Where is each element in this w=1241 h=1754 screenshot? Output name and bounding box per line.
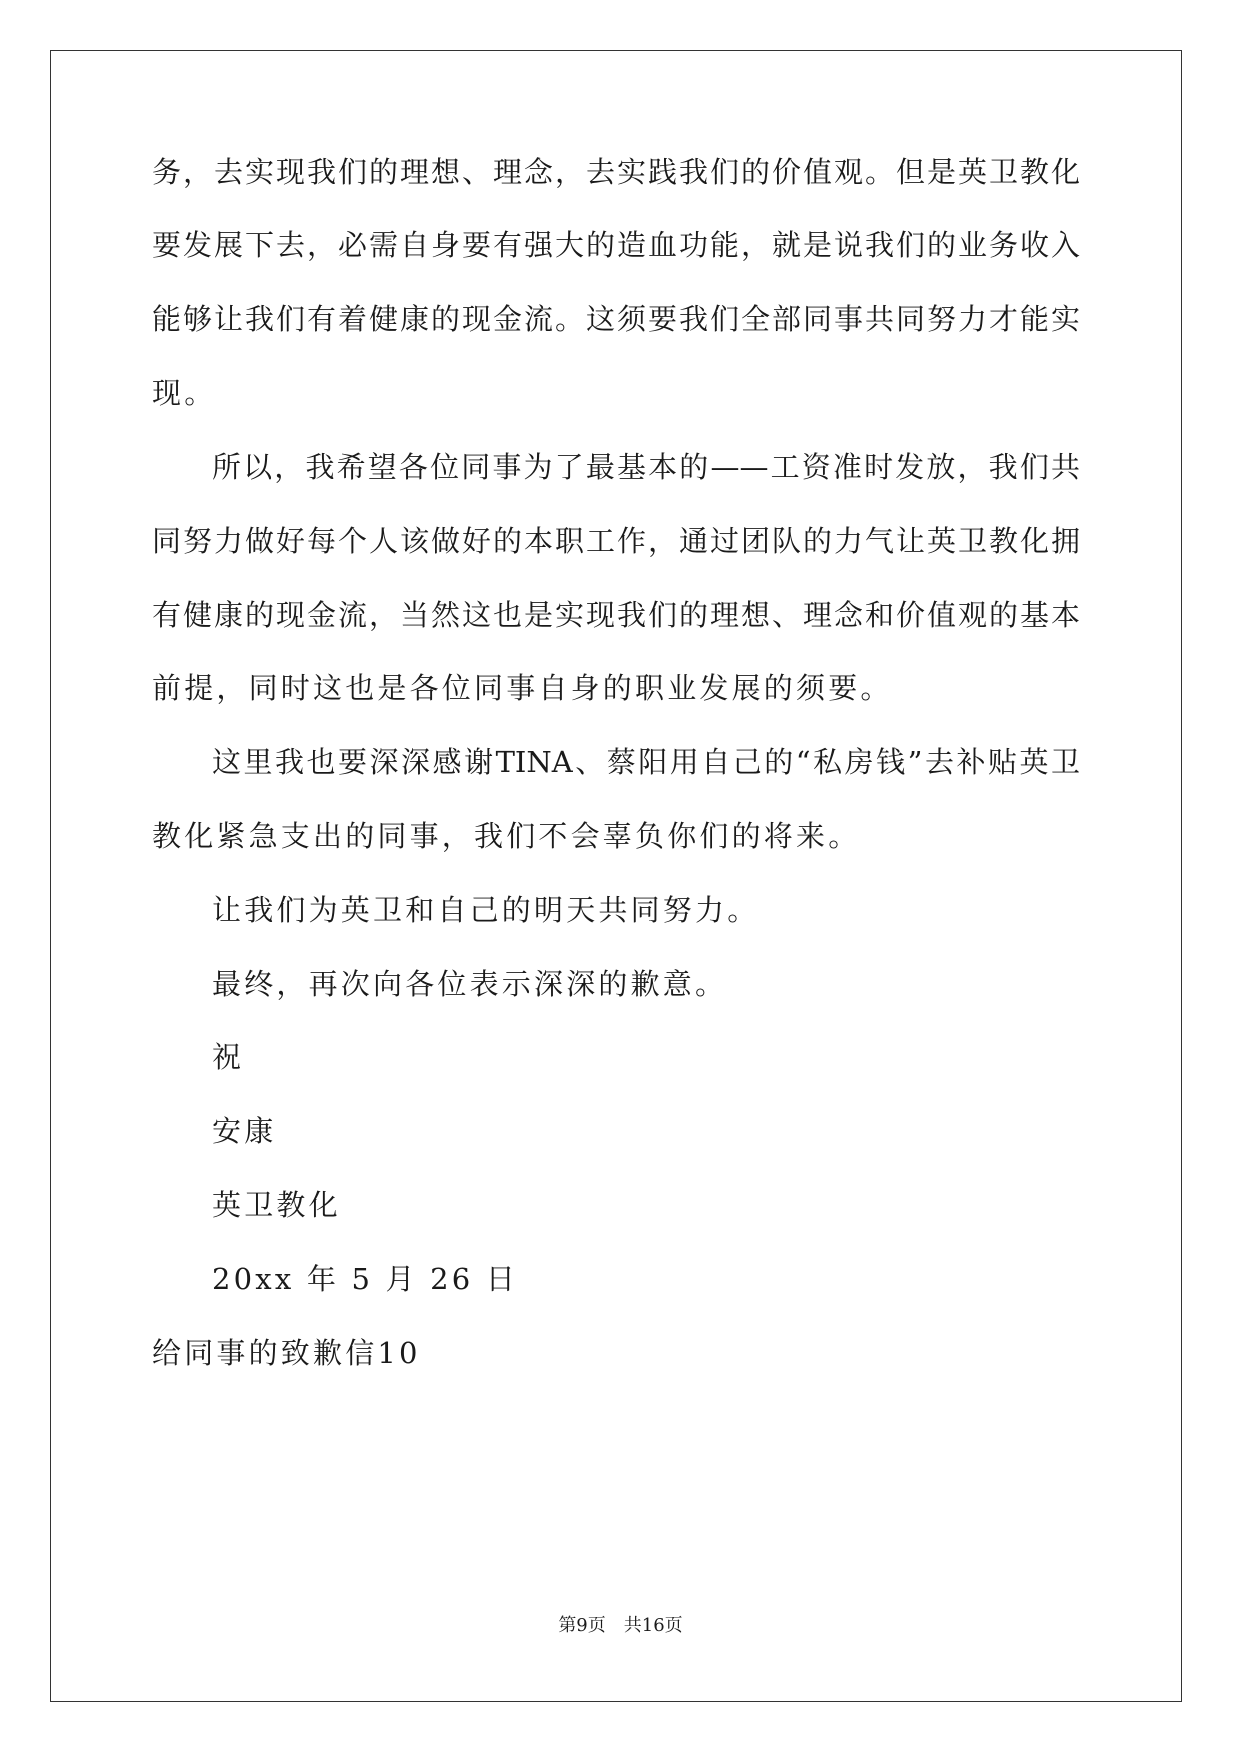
section-heading: 给同事的致歉信10: [152, 1336, 421, 1370]
page-number-footer: 第9页 共16页: [558, 1615, 683, 1636]
paragraph-line: 最终，再次向各位表示深深的歉意。: [212, 967, 728, 1001]
paragraph-line: 同努力做好每个人该做好的本职工作，通过团队的力气让英卫教化拥: [152, 524, 1080, 558]
signature: 英卫教化: [212, 1188, 341, 1222]
paragraph-line: 务，去实现我们的理想、理念，去实践我们的价值观。但是英卫教化: [152, 155, 1080, 189]
paragraph-line: 现。: [152, 376, 217, 410]
page-border: [50, 50, 1182, 1702]
closing-wish: 安康: [212, 1114, 277, 1148]
letter-date: 20xx 年 5 月 26 日: [212, 1262, 519, 1296]
closing-greeting: 祝: [212, 1040, 245, 1074]
paragraph-line: 所以，我希望各位同事为了最基本的——工资准时发放，我们共: [212, 450, 1080, 484]
paragraph-line: 有健康的现金流，当然这也是实现我们的理想、理念和价值观的基本: [152, 598, 1080, 632]
paragraph-line: 这里我也要深深感谢TINA、蔡阳用自己的“私房钱”去补贴英卫: [212, 745, 1080, 779]
paragraph-line: 教化紧急支出的同事，我们不会辜负你们的将来。: [152, 819, 861, 853]
paragraph-line: 能够让我们有着健康的现金流。这须要我们全部同事共同努力才能实: [152, 302, 1080, 336]
paragraph-line: 要发展下去，必需自身要有强大的造血功能，就是说我们的业务收入: [152, 228, 1080, 262]
paragraph-line: 前提，同时这也是各位同事自身的职业发展的须要。: [152, 671, 893, 705]
paragraph-line: 让我们为英卫和自己的明天共同努力。: [212, 893, 760, 927]
